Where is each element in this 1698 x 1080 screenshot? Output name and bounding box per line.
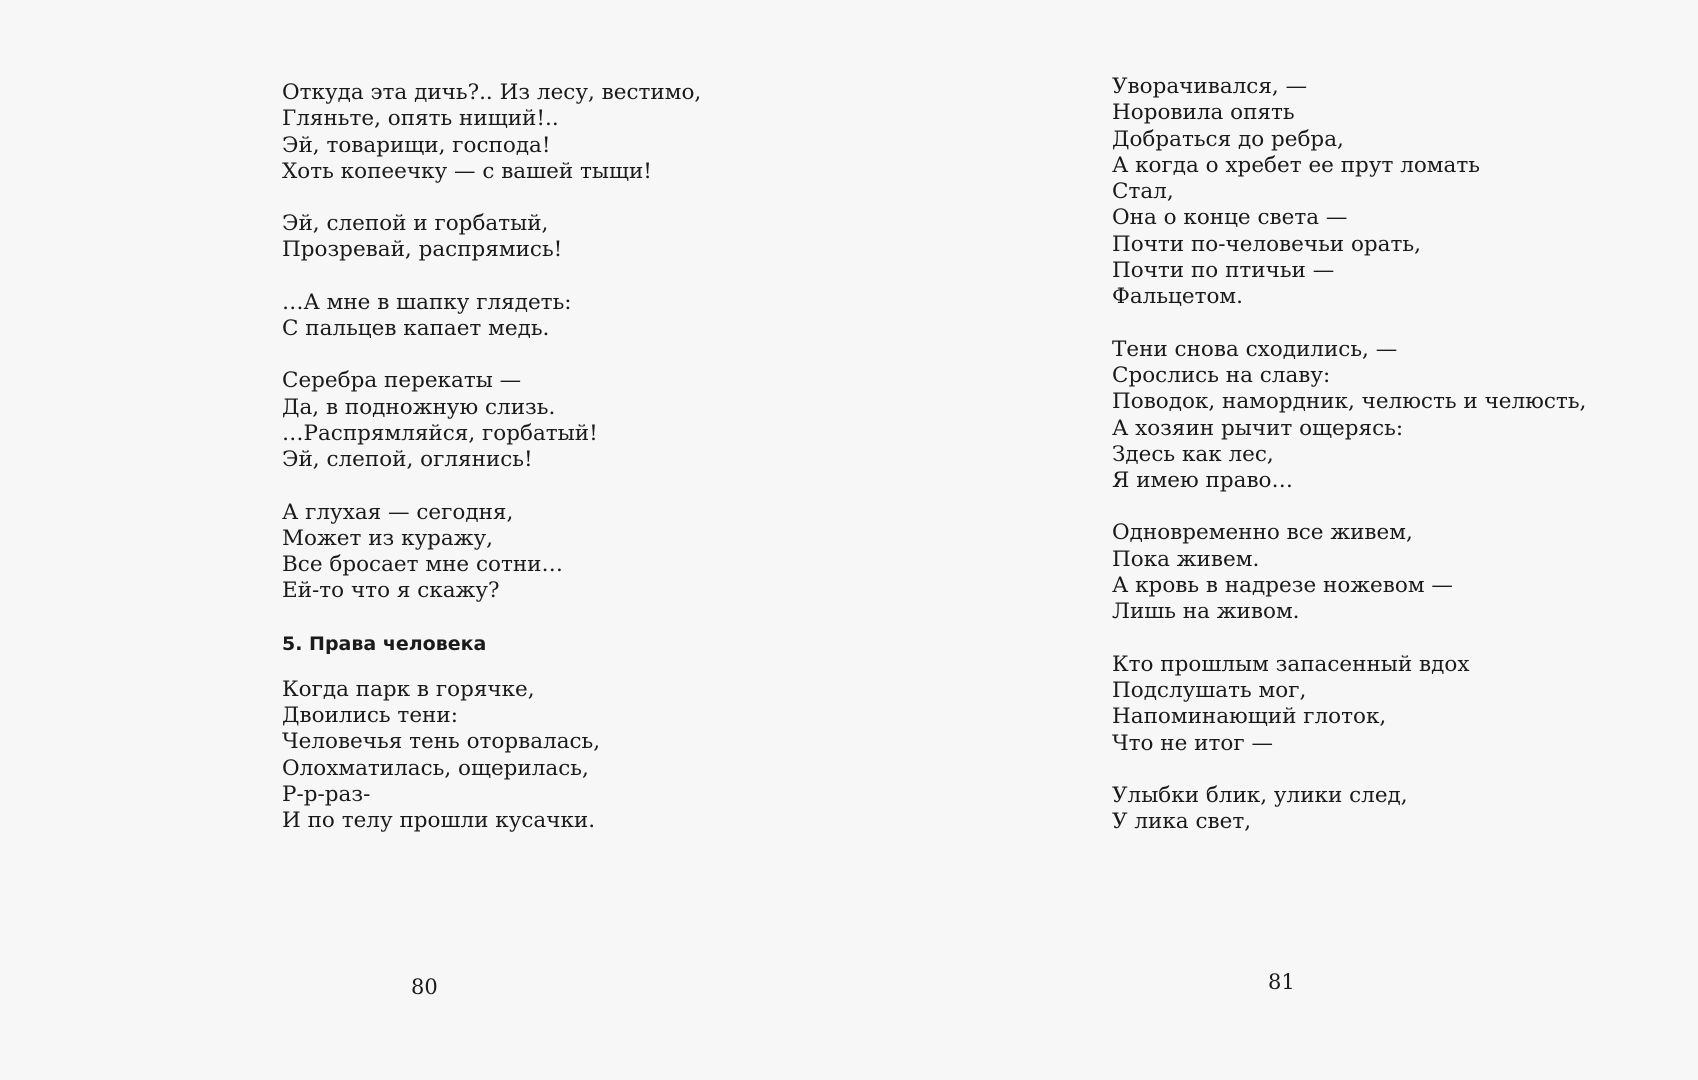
- stanza: [1112, 520, 1672, 625]
- stanza: [1112, 652, 1672, 757]
- poem-line: И по телу прошли кусачки.: [282, 808, 596, 834]
- poem-line: Норовила опять: [1112, 100, 1295, 126]
- poem-line: Стал,: [1112, 179, 1174, 205]
- poem-line: Срослись на славу:: [1112, 362, 1331, 388]
- poem-line: Прозревай, распрямись!: [282, 237, 563, 263]
- stanza: [282, 368, 802, 473]
- poem-line: Уворачивался, —: [1112, 74, 1308, 99]
- stanza: [282, 290, 802, 343]
- poem-line: Фальцетом.: [1112, 284, 1243, 310]
- poem-line: Может из куражу,: [282, 525, 494, 551]
- stanza: [282, 211, 802, 264]
- poem-line: Кто прошлым запасенный вдох: [1112, 651, 1470, 677]
- stanza: [1112, 74, 1672, 311]
- poem-line: Почти по птичьи —: [1112, 258, 1335, 284]
- poem-line: Олохматилась, ощерилась,: [282, 755, 589, 781]
- stanza: [282, 677, 802, 835]
- poem-line: Ей-то что я скажу?: [282, 578, 500, 604]
- poem-line: Здесь как лес,: [1112, 441, 1274, 467]
- poem-line: Гляньте, опять нищий!..: [282, 106, 559, 132]
- poem-line: Подслушать мог,: [1112, 677, 1307, 703]
- poem-line: Она о конце света —: [1112, 205, 1348, 231]
- poem-line: Да, в подножную слизь.: [282, 394, 556, 420]
- poem-line: Эй, слепой, оглянись!: [282, 447, 533, 473]
- poem-line: Двоились тени:: [282, 703, 458, 729]
- page-number: 81: [1268, 970, 1295, 994]
- section-heading: 5. Права человека: [282, 632, 487, 655]
- poem-line: Что не итог —: [1112, 730, 1273, 756]
- poem-line: Когда парк в горячке,: [282, 676, 535, 702]
- poem-line: Я имею право…: [1112, 468, 1293, 494]
- right-page-text: [1112, 74, 1672, 861]
- poem-line: Пока живем.: [1112, 546, 1260, 572]
- poem-line: Эй, товарищи, господа!: [282, 132, 551, 158]
- poem-line: Поводок, намордник, челюсть и челюсть,: [1112, 389, 1587, 415]
- page-number: 80: [411, 975, 438, 999]
- stanza: [282, 500, 802, 605]
- poem-line: Одновременно все живем,: [1112, 520, 1413, 546]
- poem-line: Человечья тень оторвалась,: [282, 729, 601, 755]
- poem-line: А когда о хребет ее прут ломать: [1112, 152, 1480, 178]
- poem-line: А глухая — сегодня,: [282, 499, 514, 525]
- poem-line: Добраться до ребра,: [1112, 126, 1344, 152]
- poem-line: Все бросает мне сотни…: [282, 552, 564, 578]
- poem-line: …А мне в шапку глядеть:: [282, 289, 572, 315]
- poem-line: С пальцев капает медь.: [282, 316, 550, 342]
- right-page: [849, 0, 1698, 1080]
- poem-line: Напоминающий глоток,: [1112, 704, 1387, 730]
- poem-line: Р-р-раз-: [282, 781, 371, 807]
- poem-line: У лика свет,: [1112, 809, 1252, 835]
- poem-line: Эй, слепой и горбатый,: [282, 211, 549, 237]
- stanza: [1112, 337, 1672, 495]
- poem-line: …Распрямляйся, горбатый!: [282, 420, 598, 446]
- poem-line: Хоть копеечку — с вашей тыщи!: [282, 158, 652, 184]
- poem-line: А хозяин рычит ощерясь:: [1112, 415, 1404, 441]
- poem-line: Тени снова сходились, —: [1112, 336, 1398, 362]
- poem-line: Откуда эта дичь?.. Из лесу, вестимо,: [282, 80, 702, 105]
- poem-line: Почти по-человечьи орать,: [1112, 231, 1421, 257]
- poem-line: Серебра перекаты —: [282, 368, 522, 394]
- poem-line: Улыбки блик, улики след,: [1112, 782, 1408, 808]
- left-page-text: [282, 80, 802, 861]
- poem-line: Лишь на живом.: [1112, 599, 1300, 625]
- stanza: [282, 80, 802, 185]
- stanza: [1112, 783, 1672, 836]
- poem-line: А кровь в надрезе ножевом —: [1112, 573, 1453, 599]
